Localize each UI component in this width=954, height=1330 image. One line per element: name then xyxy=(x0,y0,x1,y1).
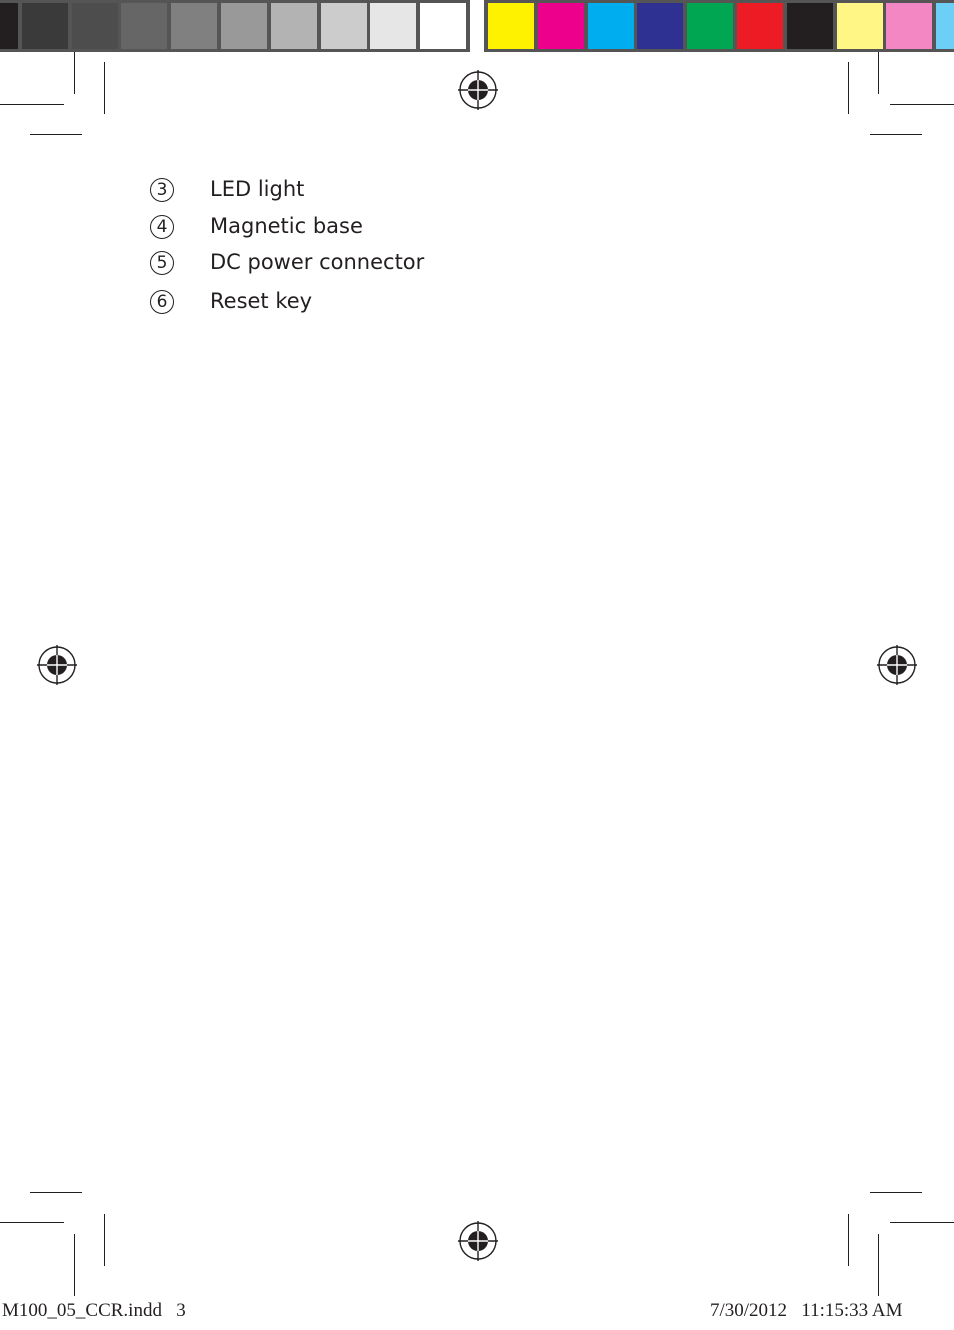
crop-mark xyxy=(74,52,75,94)
crop-mark xyxy=(0,104,64,105)
color-swatch xyxy=(588,3,634,49)
crop-mark xyxy=(848,1214,849,1266)
crop-mark xyxy=(30,1192,82,1193)
crop-mark xyxy=(878,52,879,94)
legend-number: 3 xyxy=(150,178,174,202)
color-swatch xyxy=(837,3,883,49)
gray-swatch xyxy=(271,3,317,49)
gray-swatch xyxy=(221,3,267,49)
crop-mark xyxy=(104,62,105,114)
crop-mark xyxy=(0,1222,64,1223)
slug-file-info: M100_05_CCR.indd 3 xyxy=(2,1300,186,1321)
gray-swatch xyxy=(370,3,416,49)
legend-label: Magnetic base xyxy=(210,214,363,238)
color-swatch xyxy=(886,3,932,49)
crop-mark xyxy=(848,62,849,114)
gray-swatch xyxy=(121,3,167,49)
color-swatch xyxy=(488,3,534,49)
crop-mark xyxy=(890,104,954,105)
gray-swatch xyxy=(420,3,466,49)
legend-label: LED light xyxy=(210,177,305,201)
crop-mark xyxy=(870,134,922,135)
registration-mark-icon xyxy=(458,70,498,110)
legend-label: Reset key xyxy=(210,289,313,313)
color-swatch xyxy=(538,3,584,49)
crop-mark xyxy=(104,1214,105,1266)
legend-label: DC power connector xyxy=(210,250,425,274)
gray-swatch xyxy=(0,3,18,49)
legend-number: 4 xyxy=(150,215,174,239)
gray-swatch xyxy=(171,3,217,49)
gray-swatch xyxy=(321,3,367,49)
color-swatch xyxy=(687,3,733,49)
legend-number: 5 xyxy=(150,251,174,275)
color-swatch xyxy=(637,3,683,49)
color-swatch xyxy=(737,3,783,49)
legend-number: 6 xyxy=(150,290,174,314)
crop-mark xyxy=(30,134,82,135)
color-swatch xyxy=(936,3,954,49)
registration-mark-icon xyxy=(37,645,77,685)
gray-swatch xyxy=(22,3,68,49)
crop-mark xyxy=(890,1222,954,1223)
registration-mark-icon xyxy=(458,1221,498,1261)
registration-mark-icon xyxy=(877,645,917,685)
crop-mark xyxy=(74,1234,75,1296)
gray-swatch xyxy=(72,3,118,49)
crop-mark xyxy=(878,1234,879,1296)
slug-datetime: 7/30/2012 11:15:33 AM xyxy=(710,1300,903,1321)
color-swatch xyxy=(787,3,833,49)
crop-mark xyxy=(870,1192,922,1193)
